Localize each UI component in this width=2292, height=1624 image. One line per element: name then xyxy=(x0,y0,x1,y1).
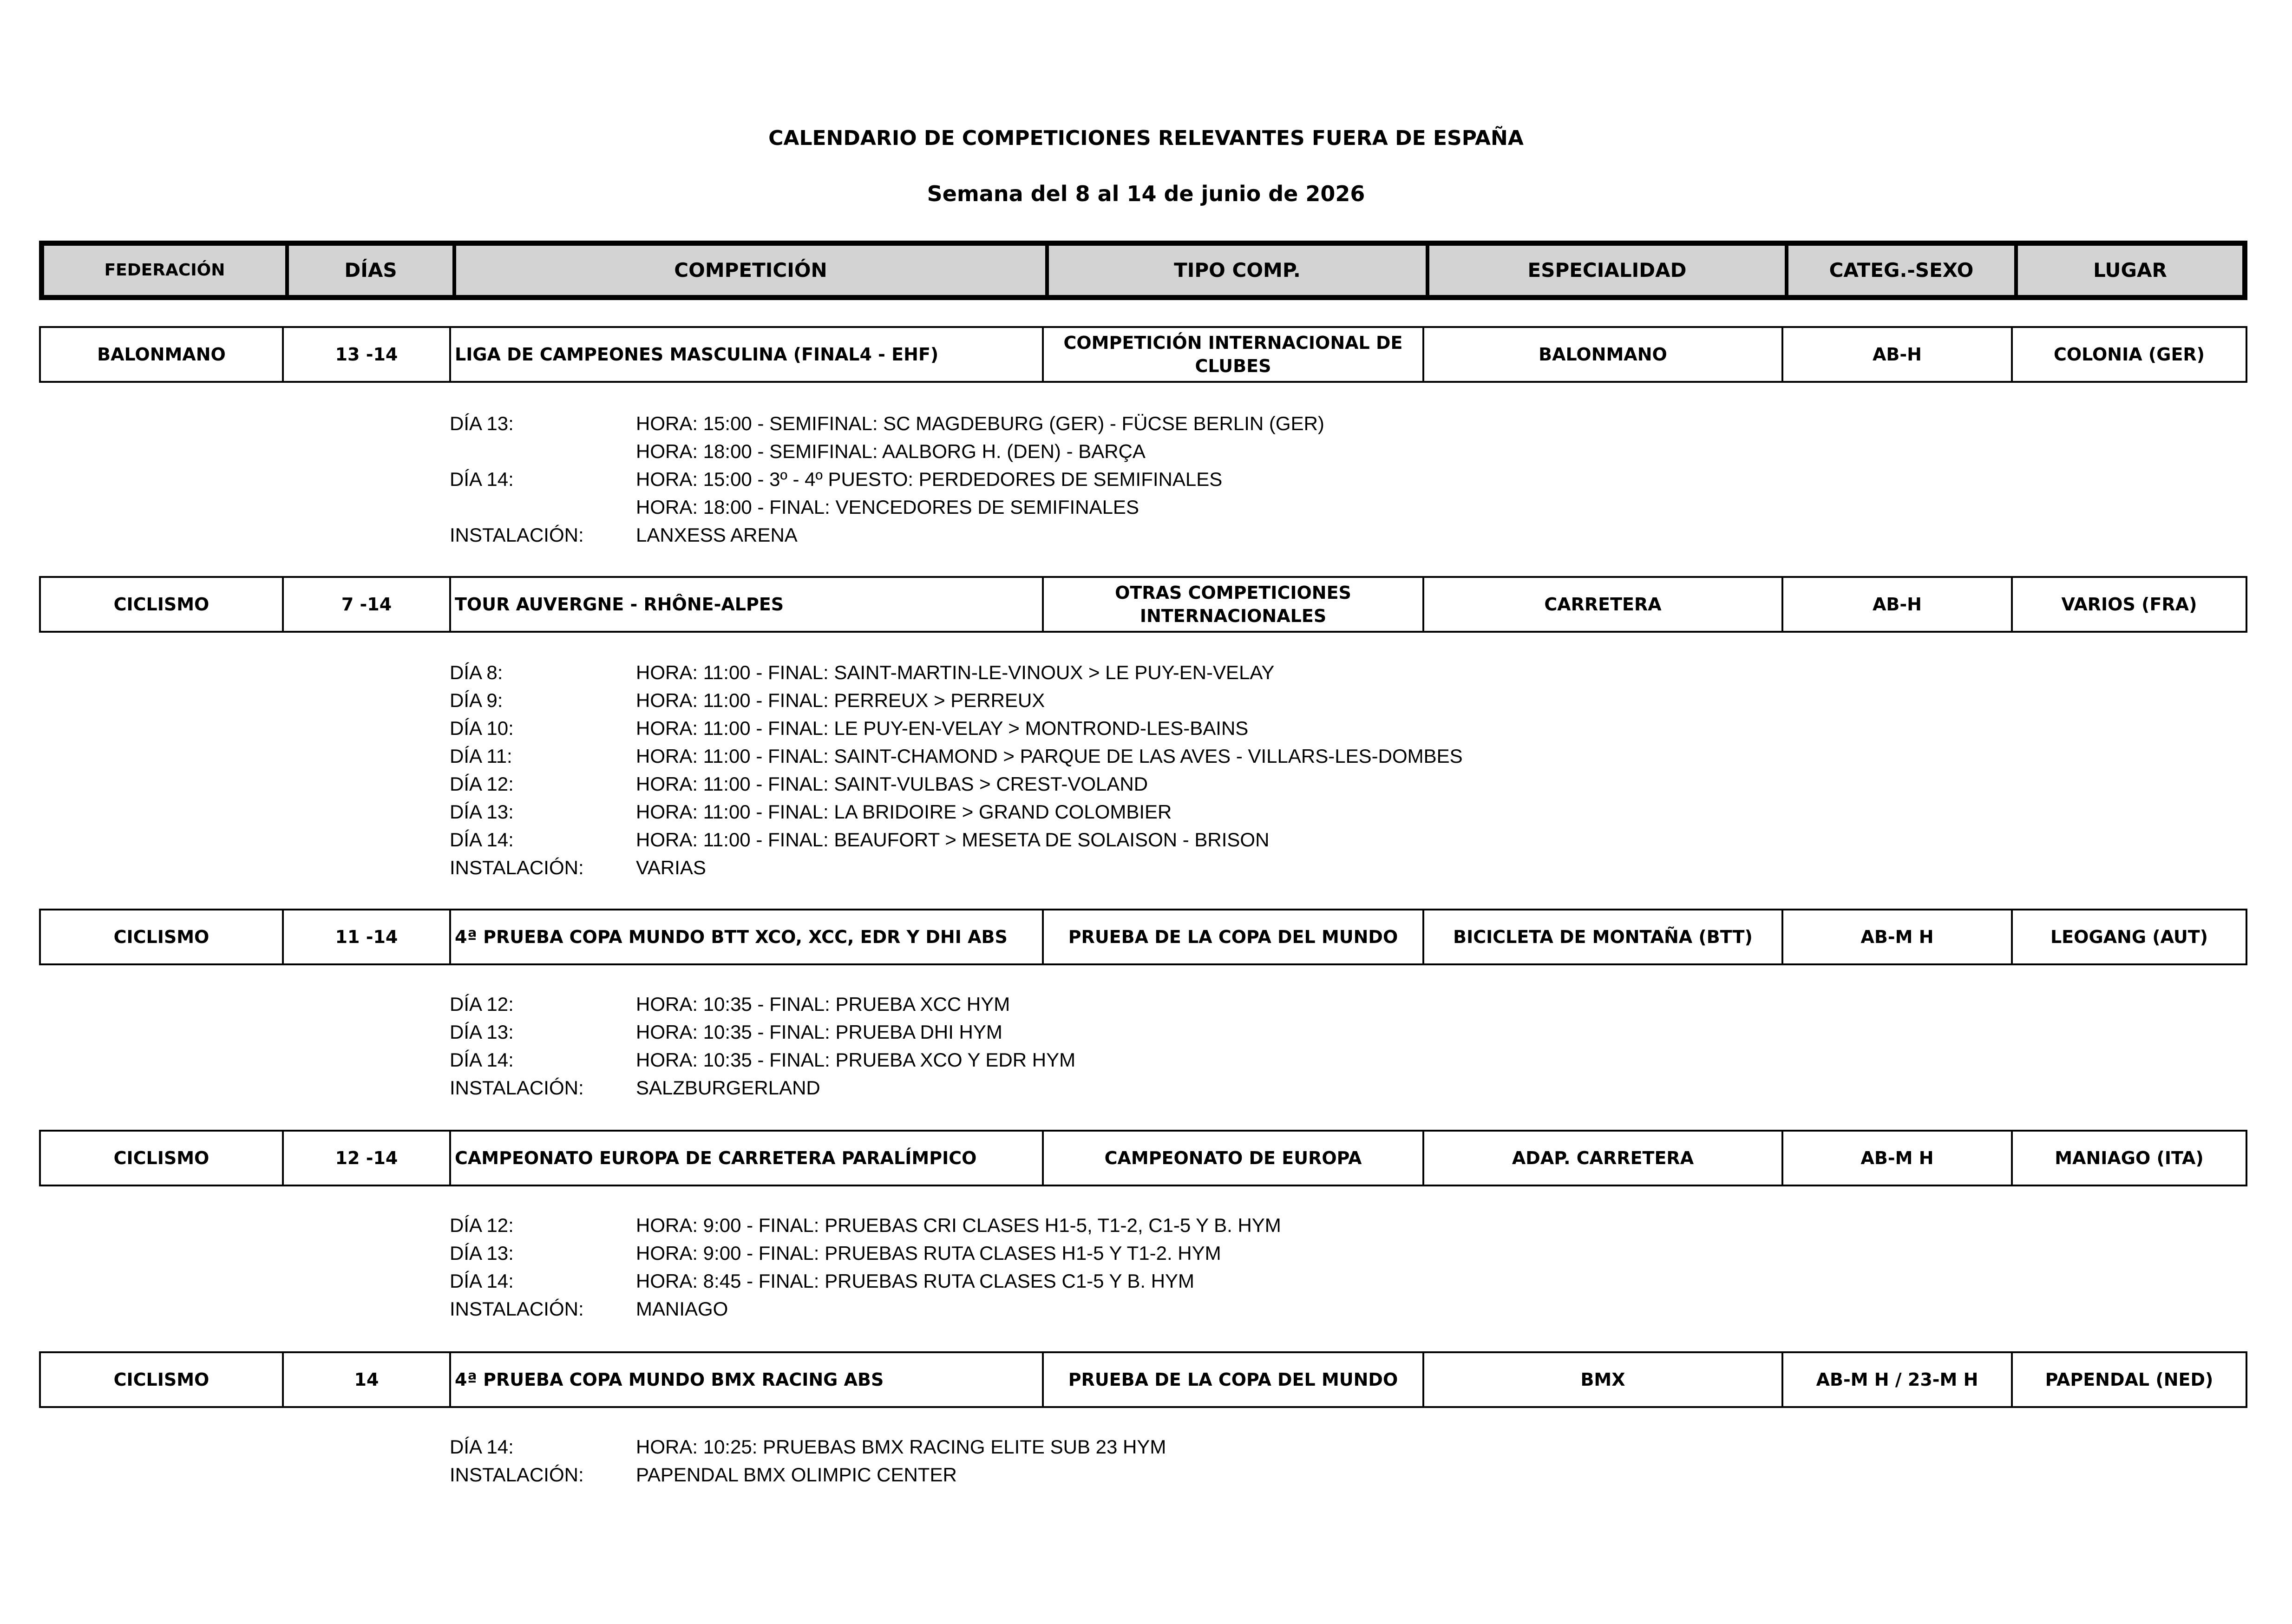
detail-text: HORA: 9:00 - FINAL: PRUEBAS CRI CLASES H1-5, T1-2, C1-5 Y B. HYM xyxy=(636,1214,1281,1236)
federacion-cell: BALONMANO xyxy=(97,344,226,365)
categ-sexo-cell: AB-M H xyxy=(1781,1132,2011,1185)
detail-line xyxy=(450,465,1324,493)
detail-label: DÍA 12: xyxy=(450,1214,514,1236)
detail-line xyxy=(450,770,1463,798)
detail-label: INSTALACIÓN: xyxy=(450,1298,584,1320)
detail-label: DÍA 13: xyxy=(450,1021,514,1043)
competition-row xyxy=(39,576,2247,633)
header-tipo-comp: TIPO COMP. xyxy=(1045,246,1426,295)
detail-line xyxy=(450,1211,1281,1239)
lugar-cell: PAPENDAL (NED) xyxy=(2011,1353,2246,1406)
detail-line xyxy=(450,1295,1281,1323)
categ-sexo-cell: AB-M H xyxy=(1781,910,2011,963)
tipo-comp-cell: OTRAS COMPETICIONES INTERNACIONALES xyxy=(1042,578,1422,631)
dias-cell: 7 -14 xyxy=(282,578,449,631)
detail-text: SALZBURGERLAND xyxy=(636,1077,820,1099)
competition-row xyxy=(39,1130,2247,1186)
detail-label: DÍA 14: xyxy=(450,468,514,490)
detail-text: HORA: 9:00 - FINAL: PRUEBAS RUTA CLASES H1-5 Y T1-2. HYM xyxy=(636,1242,1221,1264)
lugar-cell: COLONIA (GER) xyxy=(2011,328,2246,381)
detail-text: HORA: 11:00 - FINAL: BEAUFORT > MESETA DE SOLAISON - BRISON xyxy=(636,829,1270,851)
detail-line xyxy=(450,990,1075,1018)
detail-line xyxy=(450,438,1324,465)
tipo-comp-cell: PRUEBA DE LA COPA DEL MUNDO xyxy=(1042,910,1422,963)
detail-label: INSTALACIÓN: xyxy=(450,1464,584,1486)
detail-label: DÍA 14: xyxy=(450,1270,514,1292)
tipo-comp-cell: PRUEBA DE LA COPA DEL MUNDO xyxy=(1042,1353,1422,1406)
detail-line xyxy=(450,854,1463,882)
competition-details xyxy=(450,659,1463,882)
dias-cell: 14 xyxy=(282,1353,449,1406)
detail-text: HORA: 18:00 - FINAL: VENCEDORES DE SEMIFINALES xyxy=(636,496,1139,518)
detail-text: HORA: 11:00 - FINAL: LE PUY-EN-VELAY > MONTROND-LES-BAINS xyxy=(636,717,1249,739)
detail-text: HORA: 18:00 - SEMIFINAL: AALBORG H. (DEN) - BARÇA xyxy=(636,440,1146,462)
dias-cell: 13 -14 xyxy=(282,328,449,381)
federacion-cell: CICLISMO xyxy=(113,1369,210,1390)
detail-label: DÍA 9: xyxy=(450,689,503,711)
detail-line xyxy=(450,1074,1075,1102)
detail-label: DÍA 10: xyxy=(450,717,514,739)
detail-line xyxy=(450,659,1463,687)
lugar-cell: VARIOS (FRA) xyxy=(2011,578,2246,631)
detail-line xyxy=(450,493,1324,521)
detail-text: HORA: 15:00 - 3º - 4º PUESTO: PERDEDORES DE SEMIFINALES xyxy=(636,468,1223,490)
especialidad-cell: BMX xyxy=(1422,1353,1781,1406)
detail-line xyxy=(450,1046,1075,1074)
competition-details xyxy=(450,410,1324,549)
detail-text: LANXESS ARENA xyxy=(636,524,798,546)
detail-text: HORA: 11:00 - FINAL: SAINT-MARTIN-LE-VINOUX > LE PUY-EN-VELAY xyxy=(636,661,1275,683)
tipo-comp-cell: CAMPEONATO DE EUROPA xyxy=(1042,1132,1422,1185)
header-categ-sexo: CATEG.-SEXO xyxy=(1785,246,2014,295)
competicion-cell: CAMPEONATO EUROPA DE CARRETERA PARALÍMPICO xyxy=(449,1132,1042,1185)
especialidad-cell: BALONMANO xyxy=(1422,328,1781,381)
detail-label xyxy=(450,493,636,521)
detail-text: VARIAS xyxy=(636,857,706,878)
detail-text: HORA: 10:35 - FINAL: PRUEBA XCO Y EDR HYM xyxy=(636,1049,1076,1071)
especialidad-cell: CARRETERA xyxy=(1422,578,1781,631)
detail-line xyxy=(450,742,1463,770)
detail-line xyxy=(450,687,1463,714)
federacion-cell: CICLISMO xyxy=(113,927,210,947)
detail-label: DÍA 12: xyxy=(450,993,514,1015)
competition-details xyxy=(450,1211,1281,1323)
detail-label: INSTALACIÓN: xyxy=(450,1077,584,1099)
competicion-cell: TOUR AUVERGNE - RHÔNE-ALPES xyxy=(449,578,1042,631)
competicion-cell: LIGA DE CAMPEONES MASCULINA (FINAL4 - EHF) xyxy=(449,328,1042,381)
detail-text: MANIAGO xyxy=(636,1298,728,1320)
detail-label: DÍA 12: xyxy=(450,773,514,795)
detail-line xyxy=(450,1267,1281,1295)
lugar-cell: MANIAGO (ITA) xyxy=(2011,1132,2246,1185)
federacion-cell: CICLISMO xyxy=(113,1148,210,1168)
especialidad-cell: ADAP. CARRETERA xyxy=(1422,1132,1781,1185)
categ-sexo-cell: AB-M H / 23-M H xyxy=(1781,1353,2011,1406)
especialidad-cell: BICICLETA DE MONTAÑA (BTT) xyxy=(1422,910,1781,963)
header-lugar: LUGAR xyxy=(2014,246,2242,295)
detail-line xyxy=(450,826,1463,854)
detail-line xyxy=(450,1461,1166,1489)
page-subtitle: Semana del 8 al 14 de junio de 2026 xyxy=(927,181,1365,206)
detail-label: DÍA 13: xyxy=(450,413,514,434)
detail-text: HORA: 10:25: PRUEBAS BMX RACING ELITE SUB 23 HYM xyxy=(636,1436,1166,1458)
table-header xyxy=(39,241,2247,300)
detail-label: DÍA 14: xyxy=(450,1049,514,1071)
detail-label: DÍA 13: xyxy=(450,1242,514,1264)
detail-text: HORA: 10:35 - FINAL: PRUEBA DHI HYM xyxy=(636,1021,1002,1043)
lugar-cell: LEOGANG (AUT) xyxy=(2011,910,2246,963)
detail-line xyxy=(450,798,1463,826)
header-federacion: FEDERACIÓN xyxy=(104,261,225,280)
competition-row xyxy=(39,909,2247,965)
detail-label: INSTALACIÓN: xyxy=(450,857,584,878)
page-title: CALENDARIO DE COMPETICIONES RELEVANTES FUERA DE ESPAÑA xyxy=(768,126,1524,150)
detail-text: HORA: 15:00 - SEMIFINAL: SC MAGDEBURG (GER) - FÜCSE BERLIN (GER) xyxy=(636,413,1324,434)
categ-sexo-cell: AB-H xyxy=(1781,328,2011,381)
detail-text: PAPENDAL BMX OLIMPIC CENTER xyxy=(636,1464,957,1486)
detail-text: HORA: 10:35 - FINAL: PRUEBA XCC HYM xyxy=(636,993,1010,1015)
detail-label: DÍA 11: xyxy=(450,745,512,767)
detail-label: DÍA 14: xyxy=(450,829,514,851)
detail-label: DÍA 14: xyxy=(450,1436,514,1458)
dias-cell: 12 -14 xyxy=(282,1132,449,1185)
tipo-comp-cell: COMPETICIÓN INTERNACIONAL DE CLUBES xyxy=(1042,328,1422,381)
dias-cell: 11 -14 xyxy=(282,910,449,963)
detail-text: HORA: 11:00 - FINAL: SAINT-CHAMOND > PARQUE DE LAS AVES - VILLARS-LES-DOMBES xyxy=(636,745,1463,767)
competicion-cell: 4ª PRUEBA COPA MUNDO BTT XCO, XCC, EDR Y DHI ABS xyxy=(449,910,1042,963)
competition-row xyxy=(39,326,2247,383)
detail-label: INSTALACIÓN: xyxy=(450,524,584,546)
detail-text: HORA: 11:00 - FINAL: SAINT-VULBAS > CREST-VOLAND xyxy=(636,773,1148,795)
competition-row xyxy=(39,1351,2247,1408)
detail-line xyxy=(450,1239,1281,1267)
detail-label: DÍA 8: xyxy=(450,661,503,683)
categ-sexo-cell: AB-H xyxy=(1781,578,2011,631)
competition-details xyxy=(450,1433,1166,1489)
competition-details xyxy=(450,990,1075,1102)
detail-line xyxy=(450,714,1463,742)
detail-text: HORA: 8:45 - FINAL: PRUEBAS RUTA CLASES C1-5 Y B. HYM xyxy=(636,1270,1195,1292)
detail-line xyxy=(450,521,1324,549)
federacion-cell: CICLISMO xyxy=(113,594,210,615)
detail-text: HORA: 11:00 - FINAL: LA BRIDOIRE > GRAND COLOMBIER xyxy=(636,801,1172,823)
header-especialidad: ESPECIALIDAD xyxy=(1426,246,1785,295)
detail-line xyxy=(450,1018,1075,1046)
header-dias: DÍAS xyxy=(285,246,452,295)
detail-line xyxy=(450,1433,1166,1461)
header-competicion: COMPETICIÓN xyxy=(452,246,1045,295)
detail-text: HORA: 11:00 - FINAL: PERREUX > PERREUX xyxy=(636,689,1045,711)
competicion-cell: 4ª PRUEBA COPA MUNDO BMX RACING ABS xyxy=(449,1353,1042,1406)
detail-label xyxy=(450,438,636,465)
detail-label: DÍA 13: xyxy=(450,801,514,823)
detail-line xyxy=(450,410,1324,438)
